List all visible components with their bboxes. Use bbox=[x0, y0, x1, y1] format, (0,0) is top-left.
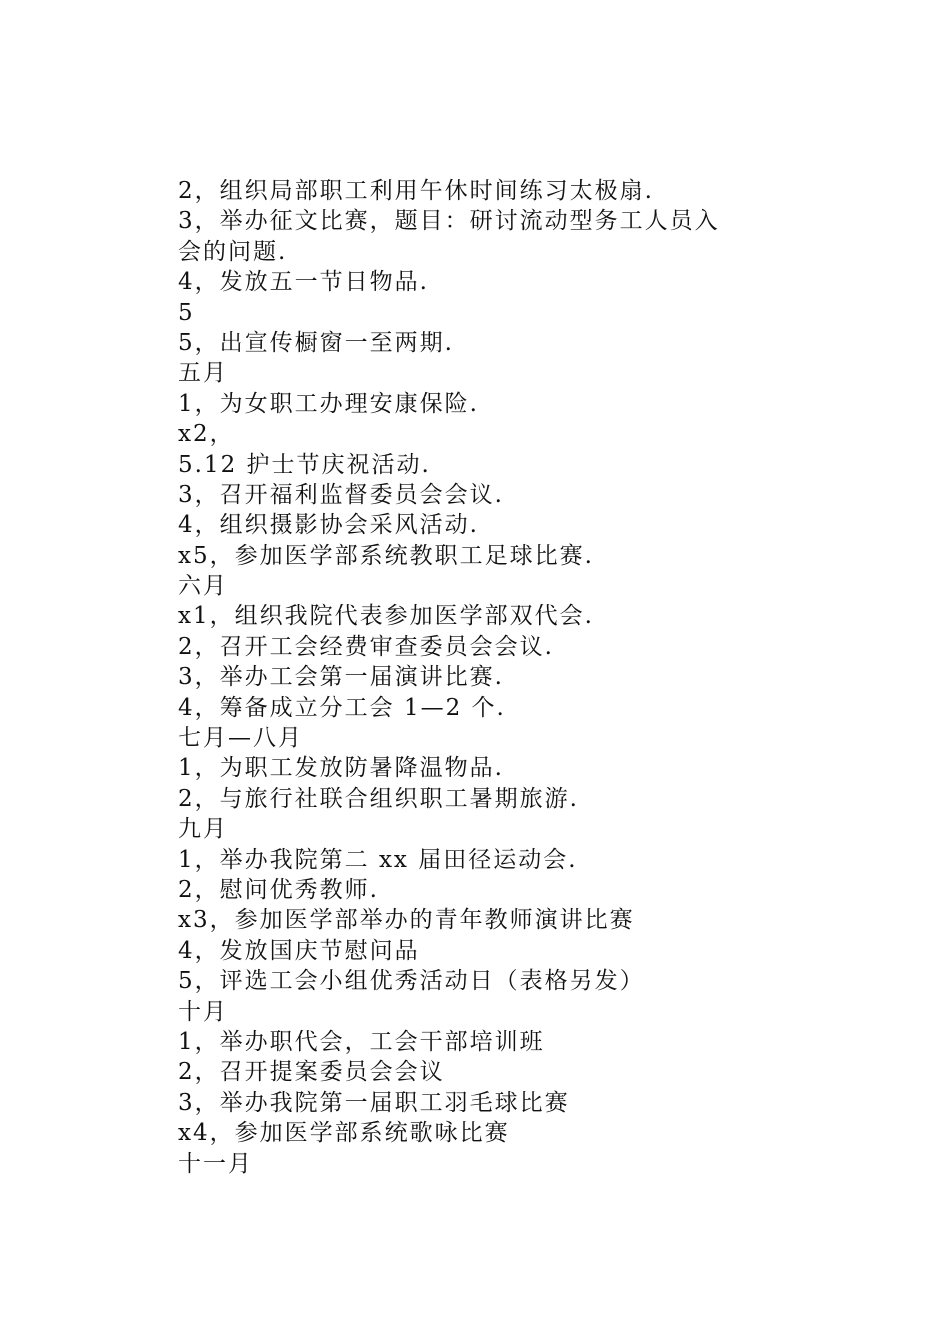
text-line: 2，慰问优秀教师. bbox=[178, 876, 379, 903]
section-heading-october: 十月 bbox=[178, 998, 228, 1025]
section-heading-september: 九月 bbox=[178, 816, 228, 843]
section-heading-july-august: 七月—八月 bbox=[178, 725, 303, 752]
text-line: x4，参加医学部系统歌咏比赛 bbox=[178, 1120, 510, 1147]
text-line: x2， bbox=[178, 421, 235, 448]
text-line: 4，组织摄影协会采风活动. bbox=[178, 512, 479, 539]
text-line: 会的问题. bbox=[178, 238, 288, 265]
text-line: x1，组织我院代表参加医学部双代会. bbox=[178, 603, 594, 630]
text-line: 4，筹备成立分工会 1—2 个. bbox=[178, 694, 506, 721]
text-line: x3，参加医学部举办的青年教师演讲比赛 bbox=[178, 907, 635, 934]
section-heading-june: 六月 bbox=[178, 573, 228, 600]
text-line: 3，举办我院第一届职工羽毛球比赛 bbox=[178, 1089, 570, 1116]
text-line: 5 bbox=[178, 299, 195, 326]
text-line: 4，发放五一节日物品. bbox=[178, 269, 429, 296]
text-line: 2，与旅行社联合组织职工暑期旅游. bbox=[178, 785, 579, 812]
text-line: 2，组织局部职工利用午休时间练习太极扇. bbox=[178, 178, 654, 204]
text-line: 3，举办征文比赛，题目：研讨流动型务工人员入 bbox=[178, 208, 720, 235]
text-line: 2，召开提案委员会会议 bbox=[178, 1059, 445, 1086]
text-line: 1，举办我院第二 xx 届田径运动会. bbox=[178, 846, 578, 873]
text-line: 5，出宣传橱窗一至两期. bbox=[178, 329, 454, 356]
text-line: 5.12 护士节庆祝活动. bbox=[178, 451, 431, 478]
text-line: 1，举办职代会，工会干部培训班 bbox=[178, 1028, 545, 1055]
text-line: 5，评选工会小组优秀活动日（表格另发） bbox=[178, 968, 645, 995]
section-heading-may: 五月 bbox=[178, 360, 228, 387]
section-heading-november: 十一月 bbox=[178, 1150, 253, 1177]
text-line: 1，为职工发放防暑降温物品. bbox=[178, 755, 504, 782]
text-line: x5，参加医学部系统教职工足球比赛. bbox=[178, 542, 594, 569]
text-line: 3，举办工会第一届演讲比赛. bbox=[178, 664, 504, 691]
text-line: 3，召开福利监督委员会会议. bbox=[178, 481, 504, 508]
text-line: 4，发放国庆节慰问品 bbox=[178, 937, 420, 964]
text-line: 1，为女职工办理安康保险. bbox=[178, 390, 479, 417]
text-line: 2，召开工会经费审查委员会会议. bbox=[178, 633, 554, 660]
document-body bbox=[178, 176, 778, 1179]
